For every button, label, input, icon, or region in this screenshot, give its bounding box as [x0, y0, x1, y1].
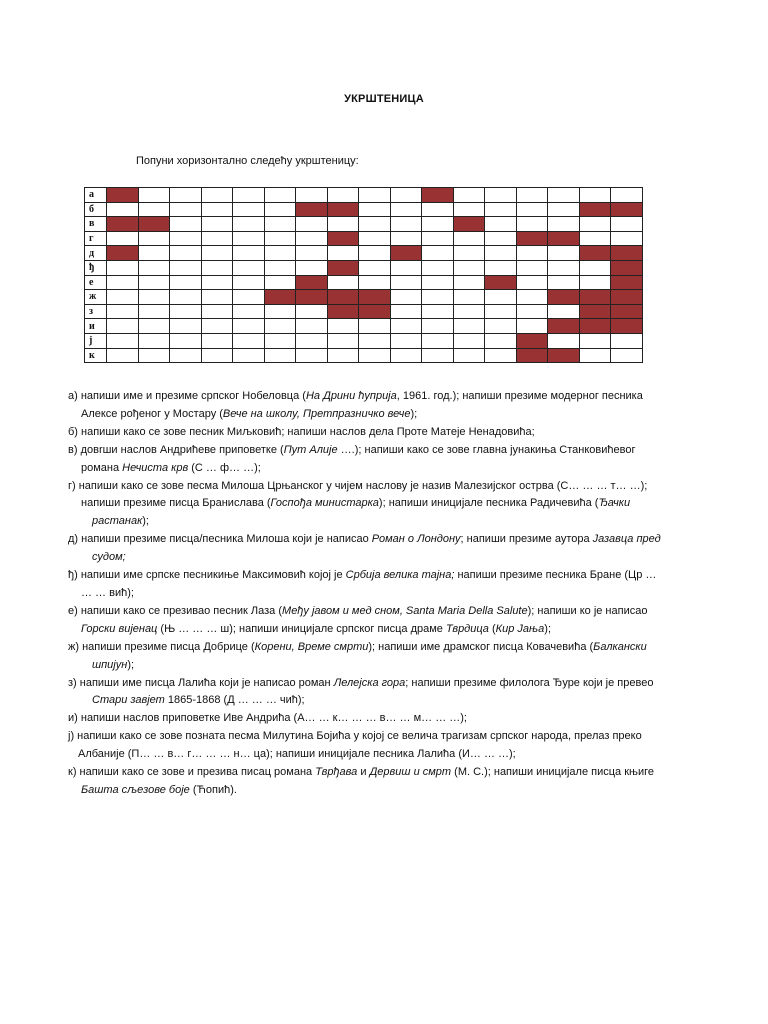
letter-cell[interactable] [611, 231, 643, 246]
row-label: ј [85, 333, 107, 348]
letter-cell[interactable] [359, 348, 391, 363]
letter-cell[interactable] [233, 260, 265, 275]
row-label: д [85, 246, 107, 261]
letter-cell[interactable] [485, 231, 517, 246]
letter-cell[interactable] [233, 319, 265, 334]
black-cell [579, 246, 611, 261]
letter-cell[interactable] [138, 290, 170, 305]
letter-cell[interactable] [485, 202, 517, 217]
letter-cell[interactable] [107, 319, 139, 334]
letter-cell[interactable] [107, 290, 139, 305]
clue-z-cont: Стари завјет 1865-1868 (Д … … … чић); [92, 694, 305, 707]
letter-cell[interactable] [422, 275, 454, 290]
letter-cell[interactable] [359, 260, 391, 275]
letter-cell[interactable] [579, 217, 611, 232]
letter-cell[interactable] [390, 202, 422, 217]
letter-cell[interactable] [107, 275, 139, 290]
clue-d: д) напиши презиме писца/песника Милоша који је написао Роман о Лондону; напиши презиме аутора Јазавца пред [68, 533, 661, 546]
letter-cell[interactable] [201, 188, 233, 203]
letter-cell[interactable] [138, 188, 170, 203]
letter-cell[interactable] [170, 319, 202, 334]
letter-cell[interactable] [138, 202, 170, 217]
letter-cell[interactable] [233, 275, 265, 290]
letter-cell[interactable] [453, 275, 485, 290]
letter-cell[interactable] [201, 348, 233, 363]
letter-cell[interactable] [233, 188, 265, 203]
letter-cell[interactable] [359, 246, 391, 261]
letter-cell[interactable] [327, 275, 359, 290]
black-cell [516, 333, 548, 348]
letter-cell[interactable] [453, 319, 485, 334]
grid-row [85, 260, 643, 275]
clue-zh: ж) напиши презиме писца Добрице (Корени, Време смрти); напиши име драмског писца Ковачевића (Балкански [68, 640, 647, 653]
letter-cell[interactable] [485, 319, 517, 334]
black-cell [422, 188, 454, 203]
letter-cell[interactable] [485, 290, 517, 305]
page-title: УКРШТЕНИЦА [344, 93, 424, 105]
clue-i: и) напиши наслов приповетке Иве Андрића (А… … к… … … в… … м… … …); [68, 712, 467, 725]
letter-cell[interactable] [327, 217, 359, 232]
letter-cell[interactable] [296, 260, 328, 275]
letter-cell[interactable] [390, 217, 422, 232]
letter-cell[interactable] [170, 275, 202, 290]
letter-cell[interactable] [548, 246, 580, 261]
black-cell [611, 304, 643, 319]
letter-cell[interactable] [327, 333, 359, 348]
letter-cell[interactable] [264, 246, 296, 261]
clue-d-cont: судом; [92, 551, 126, 564]
black-cell [611, 275, 643, 290]
row-label: в [85, 217, 107, 232]
letter-cell[interactable] [264, 231, 296, 246]
letter-cell[interactable] [138, 275, 170, 290]
letter-cell[interactable] [264, 319, 296, 334]
letter-cell[interactable] [138, 348, 170, 363]
black-cell [327, 260, 359, 275]
letter-cell[interactable] [296, 246, 328, 261]
letter-cell[interactable] [296, 348, 328, 363]
letter-cell[interactable] [359, 231, 391, 246]
grid-row [85, 290, 643, 305]
black-cell [611, 202, 643, 217]
letter-cell[interactable] [422, 231, 454, 246]
clue-a: а) напиши име и презиме српског Нобеловца (На Дрини ћуприја, 1961. год.); напиши презиме модерног песника [68, 390, 643, 402]
letter-cell[interactable] [390, 290, 422, 305]
letter-cell[interactable] [485, 246, 517, 261]
clue-dj-cont: … … вић); [81, 586, 134, 599]
black-cell [548, 231, 580, 246]
row-label: е [85, 275, 107, 290]
letter-cell[interactable] [453, 333, 485, 348]
letter-cell[interactable] [390, 304, 422, 319]
clue-e: е) напиши како се презивао песник Лаза (Међу јавом и мед сном, Santa Maria Della Salute); напиши ко је написао [68, 604, 648, 617]
black-cell [327, 290, 359, 305]
letter-cell[interactable] [138, 246, 170, 261]
letter-cell[interactable] [359, 275, 391, 290]
grid-row [85, 304, 643, 319]
letter-cell[interactable] [516, 260, 548, 275]
letter-cell[interactable] [201, 275, 233, 290]
grid-row [85, 333, 643, 348]
letter-cell[interactable] [138, 319, 170, 334]
letter-cell[interactable] [359, 319, 391, 334]
letter-cell[interactable] [611, 188, 643, 203]
letter-cell[interactable] [201, 290, 233, 305]
clue-j-cont: Албаније (П… … в… г… … … н… ца); напиши иницијале песника Лалића (И… … …); [78, 748, 516, 761]
letter-cell[interactable] [548, 202, 580, 217]
black-cell [138, 217, 170, 232]
letter-cell[interactable] [390, 231, 422, 246]
black-cell [579, 290, 611, 305]
clue-z: з) напиши име писца Лалића који је написао роман Лелејска гора; напиши презиме филолога Ђуре који је превео [68, 676, 654, 689]
letter-cell[interactable] [201, 231, 233, 246]
letter-cell[interactable] [359, 333, 391, 348]
clue-v: в) довrши наслов Андрићеве приповетке (Пут Алије ….); напиши како се зове главна јунакиња Станковићевог [68, 443, 636, 456]
clue-a-cont: Алексе рођеног у Мостару (Вече на школу, Претпразничко вече); [81, 407, 418, 420]
letter-cell[interactable] [233, 304, 265, 319]
letter-cell[interactable] [233, 217, 265, 232]
letter-cell[interactable] [422, 246, 454, 261]
letter-cell[interactable] [485, 188, 517, 203]
letter-cell[interactable] [201, 260, 233, 275]
letter-cell[interactable] [422, 290, 454, 305]
instruction-text: Попуни хоризонтално следећу укрштеницу: [136, 155, 359, 167]
letter-cell[interactable] [107, 348, 139, 363]
letter-cell[interactable] [296, 304, 328, 319]
letter-cell[interactable] [296, 217, 328, 232]
letter-cell[interactable] [296, 319, 328, 334]
letter-cell[interactable] [170, 217, 202, 232]
row-label: ж [85, 290, 107, 305]
letter-cell[interactable] [422, 260, 454, 275]
black-cell [327, 231, 359, 246]
grid-row [85, 319, 643, 334]
black-cell [359, 304, 391, 319]
clue-k: к) напиши како се зове и презива писац романа Тврђава и Дервиш и смрт (М. С.); напиши иницијале писца књиге [68, 766, 655, 779]
black-cell [611, 319, 643, 334]
letter-cell[interactable] [390, 260, 422, 275]
letter-cell[interactable] [170, 188, 202, 203]
clue-j: ј) напиши како се зове позната песма Милутина Бојића у којој се велича трагизам српског народа, прелаз преко [68, 730, 642, 743]
letter-cell[interactable] [138, 333, 170, 348]
black-cell [579, 202, 611, 217]
letter-cell[interactable] [453, 246, 485, 261]
letter-cell[interactable] [579, 231, 611, 246]
letter-cell[interactable] [264, 202, 296, 217]
letter-cell[interactable] [359, 202, 391, 217]
letter-cell[interactable] [579, 188, 611, 203]
clue-list [68, 388, 728, 800]
row-label: з [85, 304, 107, 319]
letter-cell[interactable] [233, 246, 265, 261]
letter-cell[interactable] [422, 348, 454, 363]
letter-cell[interactable] [453, 304, 485, 319]
letter-cell[interactable] [548, 260, 580, 275]
letter-cell[interactable] [453, 188, 485, 203]
letter-cell[interactable] [138, 304, 170, 319]
letter-cell[interactable] [233, 290, 265, 305]
letter-cell[interactable] [359, 188, 391, 203]
letter-cell[interactable] [327, 188, 359, 203]
clue-g-cont: напиши презиме писца Бранислава (Госпођа министарка); напиши иницијале песника Радичевића (Ђачки [81, 497, 631, 510]
letter-cell[interactable] [516, 319, 548, 334]
letter-cell[interactable] [107, 333, 139, 348]
black-cell [485, 275, 517, 290]
letter-cell[interactable] [296, 231, 328, 246]
letter-cell[interactable] [201, 217, 233, 232]
letter-cell[interactable] [264, 304, 296, 319]
letter-cell[interactable] [170, 260, 202, 275]
black-cell [453, 217, 485, 232]
black-cell [296, 275, 328, 290]
letter-cell[interactable] [485, 217, 517, 232]
letter-cell[interactable] [170, 246, 202, 261]
letter-cell[interactable] [170, 202, 202, 217]
letter-cell[interactable] [390, 333, 422, 348]
letter-cell[interactable] [233, 348, 265, 363]
letter-cell[interactable] [296, 333, 328, 348]
grid-row [85, 275, 643, 290]
black-cell [107, 217, 139, 232]
letter-cell[interactable] [264, 275, 296, 290]
letter-cell[interactable] [548, 188, 580, 203]
black-cell [296, 202, 328, 217]
letter-cell[interactable] [453, 290, 485, 305]
row-label: ђ [85, 260, 107, 275]
letter-cell[interactable] [107, 304, 139, 319]
letter-cell[interactable] [264, 333, 296, 348]
row-label: а [85, 188, 107, 203]
black-cell [579, 304, 611, 319]
clue-k-cont: Башта сљезове боје (Ћопић). [81, 783, 237, 796]
black-cell [107, 188, 139, 203]
letter-cell[interactable] [327, 348, 359, 363]
black-cell [296, 290, 328, 305]
letter-cell[interactable] [138, 260, 170, 275]
clue-e-cont: Горски вијенац (Њ … … … ш); напиши иницијале српског писца драме Тврдица (Кир Јања); [81, 622, 552, 635]
letter-cell[interactable] [485, 333, 517, 348]
letter-cell[interactable] [422, 304, 454, 319]
letter-cell[interactable] [201, 304, 233, 319]
black-cell [264, 290, 296, 305]
grid-row [85, 246, 643, 261]
black-cell [327, 304, 359, 319]
letter-cell[interactable] [453, 202, 485, 217]
letter-cell[interactable] [201, 319, 233, 334]
letter-cell[interactable] [264, 260, 296, 275]
black-cell [579, 319, 611, 334]
letter-cell[interactable] [201, 246, 233, 261]
letter-cell[interactable] [611, 217, 643, 232]
letter-cell[interactable] [548, 275, 580, 290]
row-label: и [85, 319, 107, 334]
letter-cell[interactable] [516, 290, 548, 305]
clue-v-cont: романа Нечиста крв (С … ф… …); [81, 461, 261, 474]
letter-cell[interactable] [170, 304, 202, 319]
letter-cell[interactable] [579, 275, 611, 290]
clue-zh-cont: шпијун); [92, 658, 135, 671]
letter-cell[interactable] [422, 319, 454, 334]
letter-cell[interactable] [579, 260, 611, 275]
letter-cell[interactable] [170, 231, 202, 246]
row-label: б [85, 202, 107, 217]
letter-cell[interactable] [296, 188, 328, 203]
clue-dj: ђ) напиши име српске песникиње Максимовић којој је Србија велика тајна; напиши презиме песника Бране (Цр … [68, 569, 657, 582]
letter-cell[interactable] [548, 217, 580, 232]
letter-cell[interactable] [485, 260, 517, 275]
clue-g-cont2: растанак); [92, 515, 149, 528]
grid-row [85, 348, 643, 363]
letter-cell[interactable] [201, 202, 233, 217]
letter-cell[interactable] [579, 348, 611, 363]
letter-cell[interactable] [485, 348, 517, 363]
letter-cell[interactable] [611, 333, 643, 348]
letter-cell[interactable] [516, 188, 548, 203]
letter-cell[interactable] [548, 333, 580, 348]
letter-cell[interactable] [107, 260, 139, 275]
letter-cell[interactable] [233, 333, 265, 348]
grid-row [85, 217, 643, 232]
grid-row [85, 231, 643, 246]
letter-cell[interactable] [390, 348, 422, 363]
letter-cell[interactable] [453, 348, 485, 363]
black-cell [611, 290, 643, 305]
letter-cell[interactable] [516, 246, 548, 261]
black-cell [548, 290, 580, 305]
row-label: г [85, 231, 107, 246]
letter-cell[interactable] [548, 304, 580, 319]
row-label: к [85, 348, 107, 363]
black-cell [516, 348, 548, 363]
black-cell [359, 290, 391, 305]
letter-cell[interactable] [170, 348, 202, 363]
letter-cell[interactable] [516, 217, 548, 232]
letter-cell[interactable] [611, 348, 643, 363]
clue-b: б) напиши како се зове песник Миљковић; напиши наслов дела Проте Матеје Ненадовића; [68, 425, 535, 438]
letter-cell[interactable] [107, 202, 139, 217]
letter-cell[interactable] [485, 304, 517, 319]
letter-cell[interactable] [422, 333, 454, 348]
letter-cell[interactable] [233, 202, 265, 217]
letter-cell[interactable] [170, 290, 202, 305]
black-cell [548, 319, 580, 334]
clue-g: г) напиши како се зове песма Милоша Црњанског у чијем наслову је назив Малезијског острва (С… … … т… …); [68, 479, 648, 492]
grid-row [85, 188, 643, 203]
black-cell [327, 202, 359, 217]
letter-cell[interactable] [327, 319, 359, 334]
black-cell [611, 260, 643, 275]
letter-cell[interactable] [453, 231, 485, 246]
letter-cell[interactable] [390, 188, 422, 203]
black-cell [516, 231, 548, 246]
black-cell [548, 348, 580, 363]
letter-cell[interactable] [264, 188, 296, 203]
letter-cell[interactable] [138, 231, 170, 246]
letter-cell[interactable] [516, 275, 548, 290]
letter-cell[interactable] [390, 319, 422, 334]
letter-cell[interactable] [264, 348, 296, 363]
letter-cell[interactable] [201, 333, 233, 348]
black-cell [107, 246, 139, 261]
letter-cell[interactable] [453, 260, 485, 275]
crossword-grid [84, 187, 643, 363]
letter-cell[interactable] [422, 202, 454, 217]
letter-cell[interactable] [327, 246, 359, 261]
letter-cell[interactable] [264, 217, 296, 232]
letter-cell[interactable] [422, 217, 454, 232]
letter-cell[interactable] [170, 333, 202, 348]
grid-row [85, 202, 643, 217]
black-cell [611, 246, 643, 261]
letter-cell[interactable] [107, 231, 139, 246]
letter-cell[interactable] [359, 217, 391, 232]
black-cell [390, 246, 422, 261]
letter-cell[interactable] [233, 231, 265, 246]
letter-cell[interactable] [579, 333, 611, 348]
letter-cell[interactable] [516, 304, 548, 319]
letter-cell[interactable] [390, 275, 422, 290]
letter-cell[interactable] [516, 202, 548, 217]
